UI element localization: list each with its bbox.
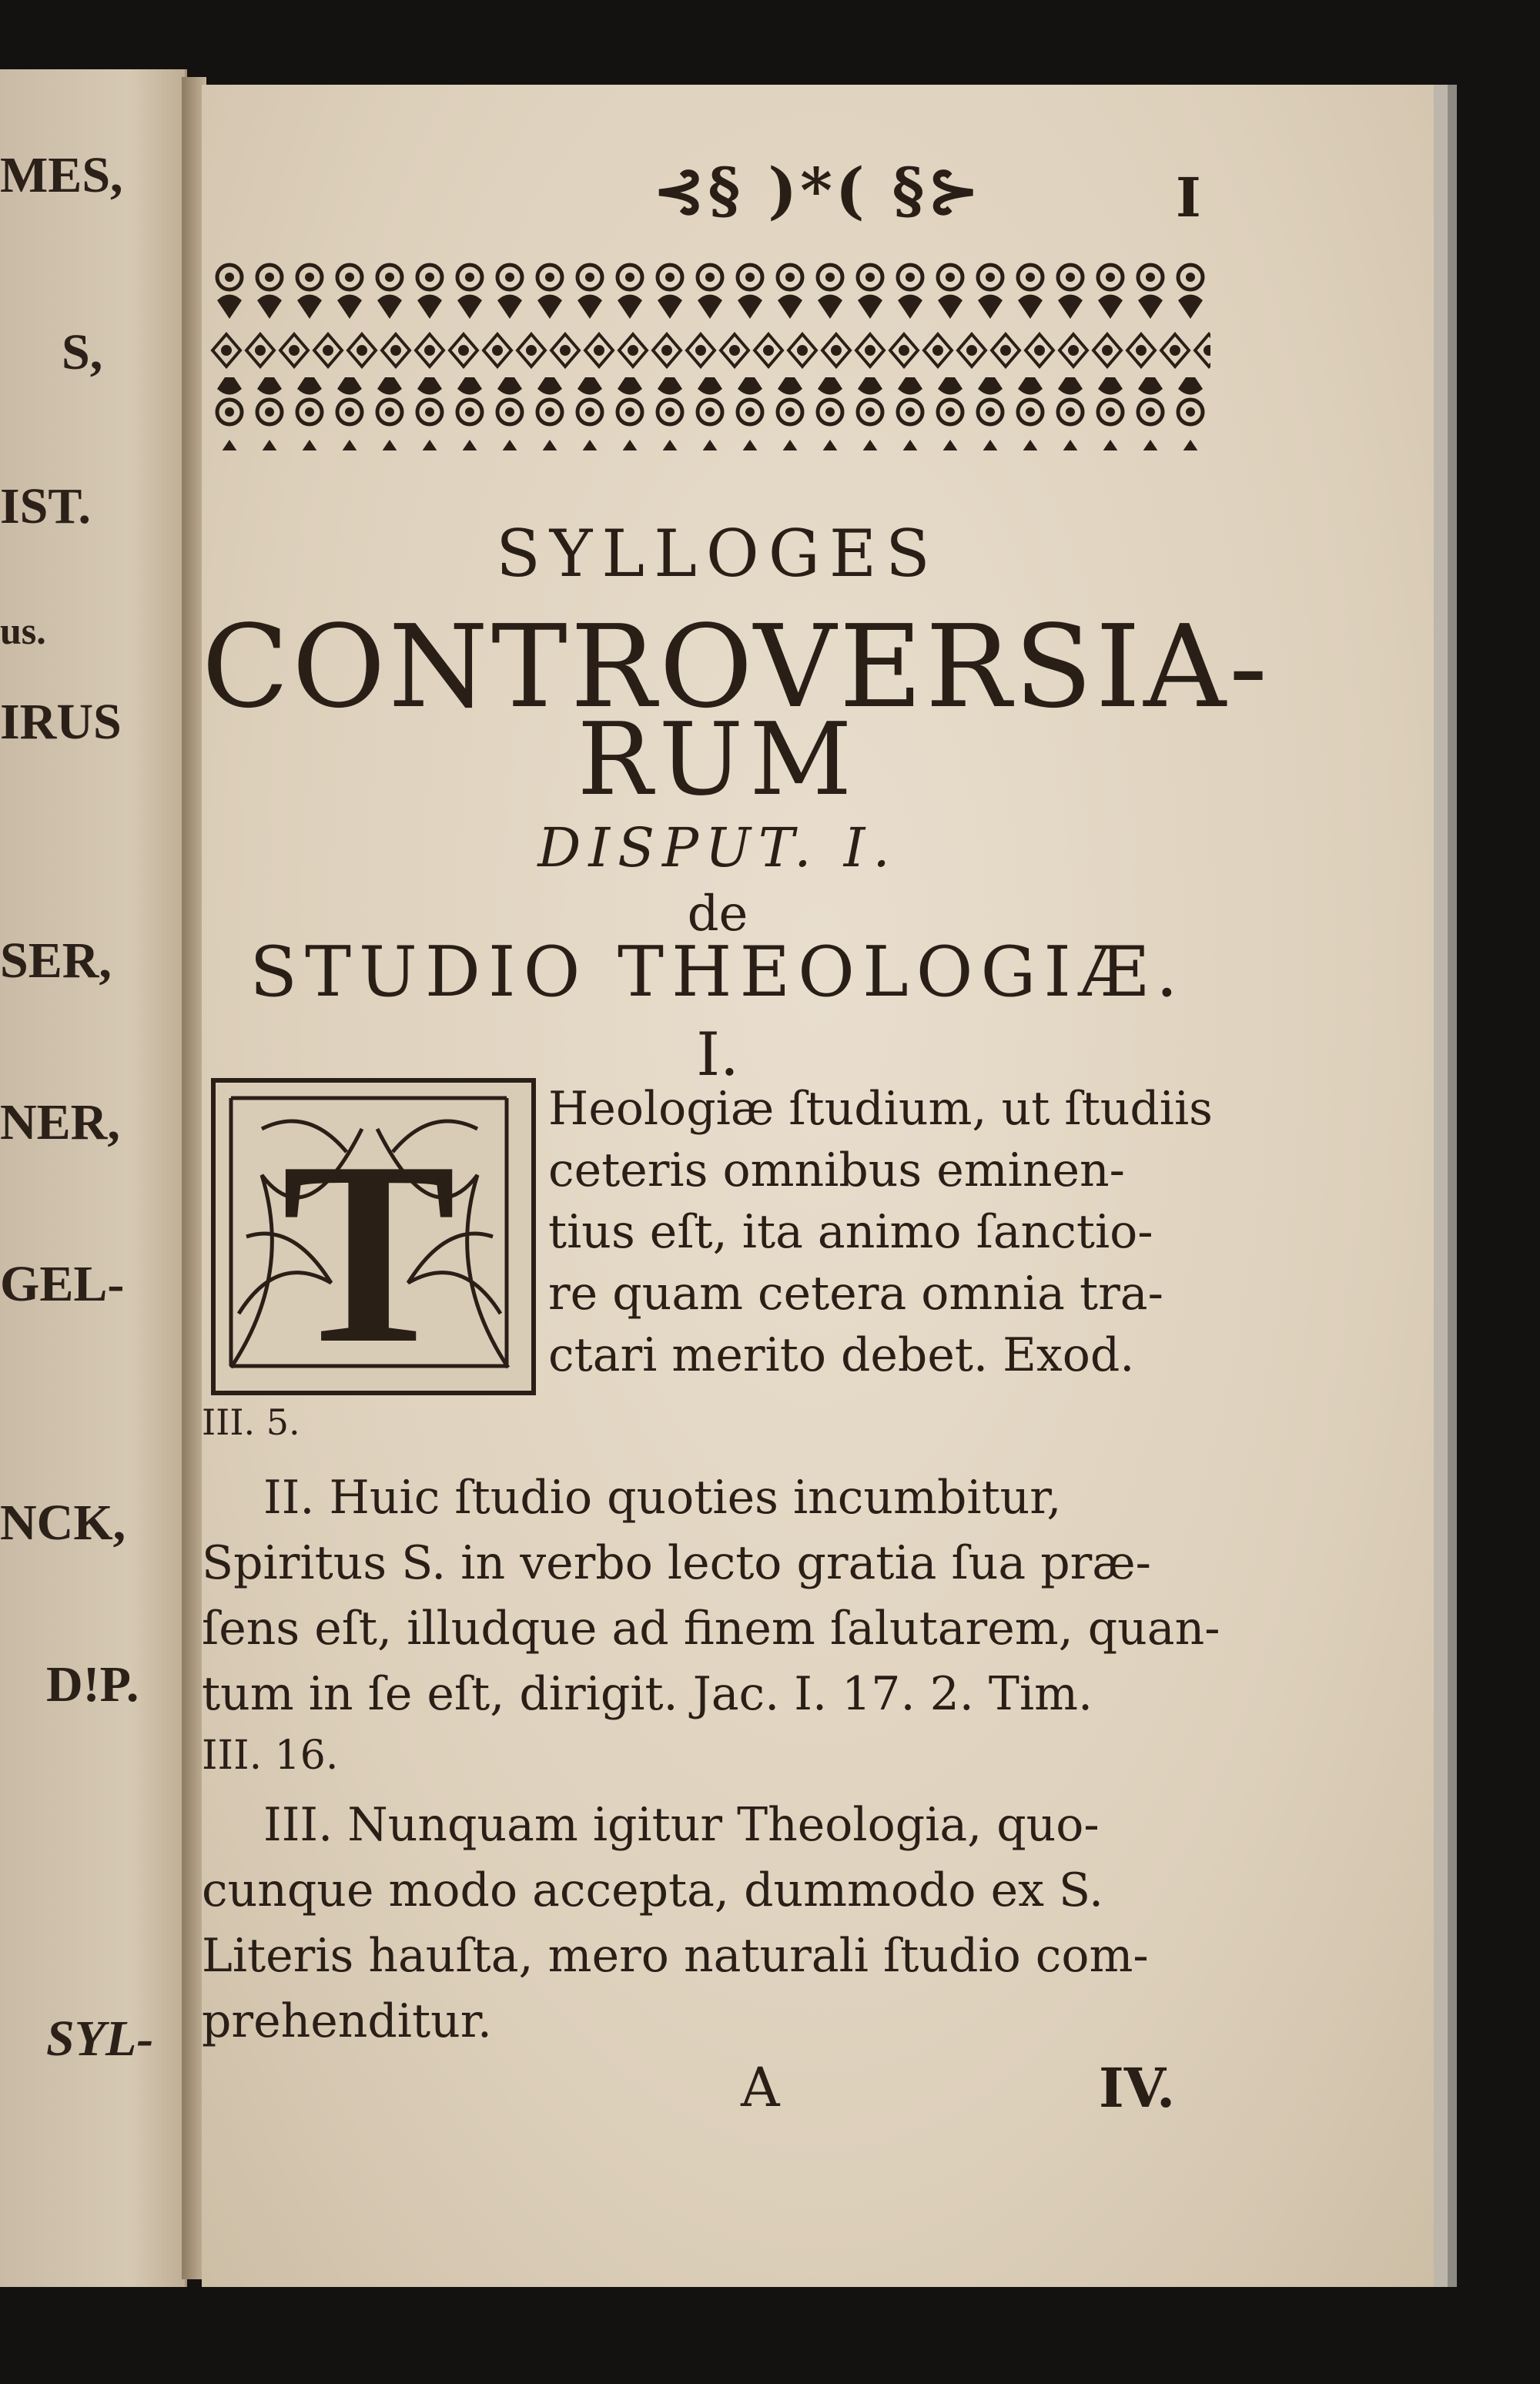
text-line: Heologiæ ſtudium, ut ſtudiis — [548, 1082, 1213, 1136]
running-head: ⊰§ )*( §⊱ — [653, 154, 983, 226]
text-line: Literis hauſta, mero naturali ſtudio com- — [202, 1929, 1149, 1983]
text-line: tius eſt, ita animo ſanctio- — [548, 1205, 1153, 1259]
disputation-heading: DISPUT. I. — [537, 816, 898, 879]
left-fragment: SER, — [0, 933, 112, 989]
text-line: ſens eſt, illudque ad finem ſalutarem, quan- — [202, 1602, 1220, 1656]
title-line-3: RUM — [577, 701, 859, 818]
text-line: III. Nunquam igitur Theologia, quo- — [263, 1798, 1100, 1852]
left-fragment: IRUS — [0, 694, 122, 750]
printers-ornament-band — [209, 254, 1210, 485]
initial-letter: T — [281, 1107, 457, 1381]
text-line: ceteris omnibus eminen- — [548, 1143, 1125, 1197]
foliage-ornament-icon — [216, 1083, 522, 1381]
title-line-1: SYLLOGES — [496, 516, 939, 591]
disputation-subject: STUDIO THEOLOGIÆ. — [249, 932, 1186, 1013]
left-fragment: S, — [62, 324, 103, 380]
text-line: prehenditur. — [202, 1994, 492, 2048]
left-fragment: NCK, — [0, 1495, 126, 1551]
folio-number: I — [1176, 166, 1201, 229]
left-fragment: IST. — [0, 478, 92, 534]
text-line: cunque modo accepta, dummodo ex S. — [202, 1863, 1104, 1917]
left-facing-page — [0, 69, 187, 2287]
scripture-reference: III. 5. — [202, 1401, 300, 1443]
text-line: re quam cetera omnia tra- — [548, 1267, 1163, 1321]
title-de: de — [687, 886, 748, 943]
left-fragment: GEL- — [0, 1256, 125, 1312]
text-line: tum in ſe eſt, dirigit. Jac. I. 17. 2. Tim. — [202, 1667, 1093, 1721]
book-page — [202, 85, 1434, 2287]
catchword: IV. — [1099, 2056, 1176, 2120]
text-line: Spiritus S. in verbo lecto gratia ſua præ- — [202, 1536, 1151, 1590]
text-line: III. 16. — [202, 1733, 339, 1779]
text-line: II. Huic ſtudio quoties incumbitur, — [263, 1471, 1062, 1525]
text-line: ctari merito debet. Exod. — [548, 1328, 1135, 1382]
left-fragment: us. — [0, 609, 46, 652]
left-fragment: D!P. — [46, 1656, 139, 1713]
left-fragment: NER, — [0, 1094, 120, 1150]
title-line-2: CONTROVERSIA- — [202, 601, 1271, 733]
decorated-initial — [211, 1078, 536, 1395]
signature-mark: A — [741, 2056, 780, 2119]
left-fragment: SYL- — [46, 2011, 154, 2067]
section-number: I. — [696, 1020, 739, 1090]
left-fragment: MES, — [0, 147, 123, 203]
